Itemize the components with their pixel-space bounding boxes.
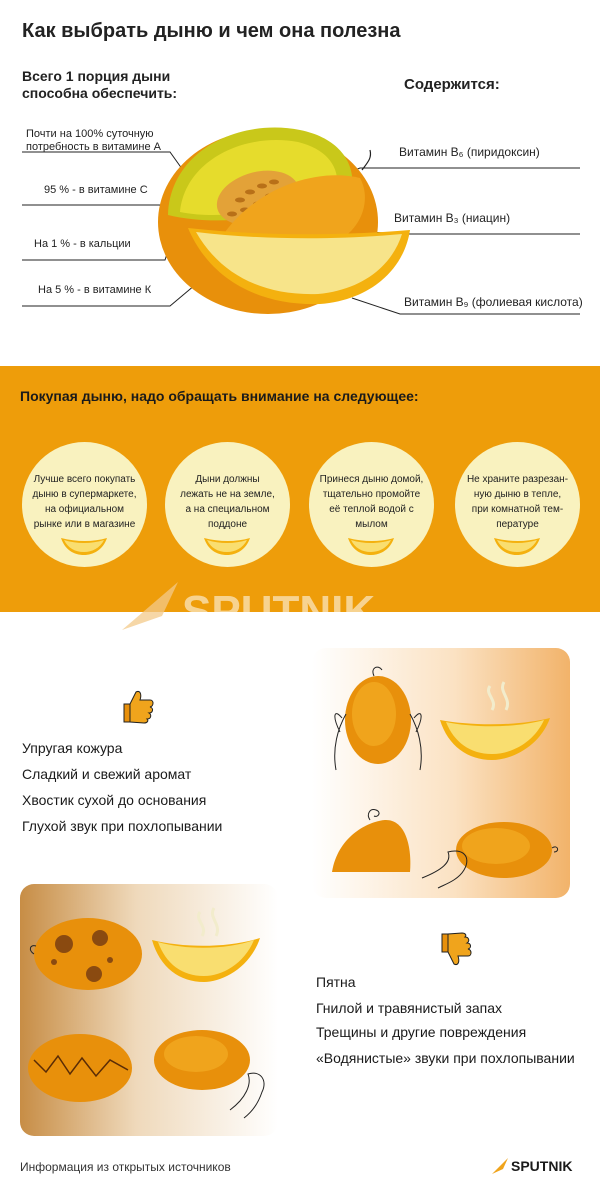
logo-text: SPUTNIK xyxy=(511,1158,573,1174)
vitamin-b3-label: Витамин В₃ (ниацин) xyxy=(394,211,511,225)
intro-text xyxy=(22,68,177,102)
page-title: Как выбрать дыню и чем она полезна xyxy=(22,20,401,42)
tip-card: Принеся дыню домой, тщательно промойте её теплой водой с мылом xyxy=(309,442,434,567)
melon-illustration xyxy=(0,100,600,330)
thumbs-down-icon xyxy=(436,930,474,970)
tip-card: Лучше всего покупать дыню в супермаркете, на официальном рынке или в магазине xyxy=(22,442,147,567)
good-sign-item: Упругая кожура xyxy=(22,740,123,756)
melon-slice-icon xyxy=(346,534,396,556)
source-note: Информация из открытых источников xyxy=(20,1160,231,1174)
tip-card: Дыни должны лежать не на земле, а на специальном поддоне xyxy=(165,442,290,567)
tip-card: Не храните разрезан- ную дыню в тепле, при комнатной тем- пературе xyxy=(455,442,580,567)
good-sign-item: Сладкий и свежий аромат xyxy=(22,766,192,782)
bad-sign-item: Гнилой и травянистый запах xyxy=(316,1000,503,1016)
contains-heading: Содержится: xyxy=(404,76,500,93)
bad-sign-item: Пятна xyxy=(316,974,356,990)
vitamin-b6-label: Витамин В₆ (пиридоксин) xyxy=(399,145,540,159)
sputnik-watermark-icon xyxy=(122,582,178,630)
tips-title: Покупая дыню, надо обращать внимание на следующее: xyxy=(20,388,419,404)
bad-sign-item: «Водянистые» звуки при похлопывании xyxy=(316,1050,575,1066)
good-sign-item: Хвостик сухой до основания xyxy=(22,792,207,808)
melon-slice-icon xyxy=(59,534,109,556)
thumbs-up-icon xyxy=(118,686,156,726)
sputnik-logo xyxy=(490,1154,582,1178)
right-hand-icon xyxy=(410,714,421,770)
benefit-calcium: На 1 % - в кальции xyxy=(34,238,131,250)
good-sign-item: Глухой звук при похлопывании xyxy=(22,818,223,834)
bad-sign-item: Трещины и другие повреждения xyxy=(316,1024,527,1040)
vitamin-b9-label: Витамин В₉ (фолиевая кислота) xyxy=(404,295,583,309)
good-melon-illustrations xyxy=(312,648,570,898)
intro-line: способна обеспечить: xyxy=(22,85,178,101)
bad-melon-illustrations xyxy=(20,884,278,1136)
intro-line: Всего 1 порция дыни xyxy=(22,68,171,84)
watermark-text: SPUTNIK xyxy=(182,587,376,636)
sputnik-watermark xyxy=(118,576,478,646)
benefit-vitamin-k: На 5 % - в витамине К xyxy=(38,284,152,296)
benefit-vitamin-c: 95 % - в витамине С xyxy=(44,184,148,196)
melon-slice-icon xyxy=(202,534,252,556)
melon-slice-icon xyxy=(492,534,542,556)
sputnik-logo-icon xyxy=(492,1158,508,1174)
benefit-vitamin-a: Почти на 100% суточную потребность в витамине А xyxy=(26,128,162,153)
left-hand-icon xyxy=(335,714,346,770)
